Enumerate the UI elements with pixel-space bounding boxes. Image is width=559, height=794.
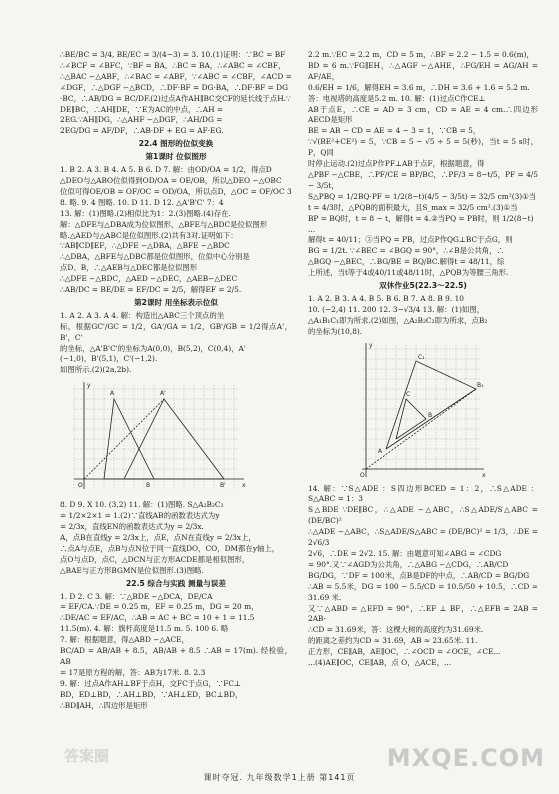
text-line: A，点B在直线y = 2/3x上，点E，点N在直线y = 2/3x上， [60, 533, 256, 542]
text-line: BE = AB − CD = AE = 4 − 3 = 1，∵CB = 5， [308, 126, 481, 136]
text-line: ∠DGF，∴△DGF ∽△BCD，∴DF·BF = DG·BA，∴DF·BF = DG [60, 82, 288, 92]
left-mid-block [60, 165, 292, 296]
text-line: = EF/CA.∵DE = 0.25 m，EF = 0.25 m，DG = 20 m， [60, 602, 259, 612]
text-line: 2.2 m.∵EC = 2.2 m，CD = 5 m，∴BF = 2.2 − 1.5 = 0.6(m)， [308, 50, 534, 59]
text-line: 10. (−2,4) 11. 200 12. 3−√3/4 13. 解：(1)如图， [308, 304, 485, 314]
text-line: 点D、B，∴△AEB与△DEC都是位似图形 [60, 263, 198, 273]
text-line: ∴BD∥AH，∴四边形是矩形 [60, 700, 148, 710]
text-line: 点O与点D，点C，△DCN与正方形ACDE都是相似图形， [60, 554, 250, 564]
text-line: (−1,0)，B'(5,1)，C'(−1,2). [60, 354, 158, 364]
svg-text:B₁: B₁ [477, 381, 484, 389]
svg-text:A: A [378, 447, 383, 455]
text-line: BD，ED⊥BD，∴AH⊥BD，∵AH⊥ED，BC⊥BD， [60, 689, 243, 699]
text-line: 8. D 9. X 10. (3,2) 11. 解：(1)图略. S△A₂B₂C₂ [60, 500, 224, 510]
text-line: BG/DG，∵DF = 100米，点B是DF的中点，∴AB/CD = BG/DG [308, 570, 530, 580]
svg-text:O: O [78, 482, 83, 490]
text-line: S△BDE ∵DE∥BC，∴△ADE ∽△ABC，∴S△ADE/S△ABC = (DE/BC)² [308, 505, 538, 526]
text-line: 的距离之差约为CD ≈ 31.69，AB ≈ 23.65米. 11. [308, 636, 478, 646]
svg-text:x: x [242, 482, 246, 490]
coordinate-grid-figure-right [358, 341, 538, 481]
text-line: ·BC，∴AB/DG = BC/DF.(2)过点A作AH∥BC交CF的延长线于点H.∵ [60, 93, 291, 103]
left-column [60, 50, 292, 712]
text-line: 1. A 2. B 3. A 4. B 5. B 6. B 7. A 8. B 9. 10 [308, 293, 464, 303]
text-line: 9. 解：过点A作AH⊥BF于点H，交FC于点G，∵FC⊥ [60, 678, 241, 688]
left-top-block [60, 50, 292, 137]
svg-text:C: C [406, 390, 411, 398]
text-line: 略.△AED与△ABC是位似图形.(2)共有3对.证明如下： [60, 230, 238, 240]
svg-text:B: B [146, 482, 151, 490]
text-line: = 17是原方程的解，答：AB为17米. 8. 2.3 [60, 667, 206, 677]
text-line: 11.5(m). 4. 解：旗杆高度是11.5 m. 5. 100 6. 略 [60, 624, 229, 634]
text-line: 如图所示.(2)(2a,2b). [60, 365, 132, 375]
text-line: 1. A 2. A 3. A 4. 解：构造出△ABC三个顶点的坐 [60, 310, 225, 320]
text-line: AB于点E，∴CE = AD = 3 cm，CD = AE = 4 cm.∴四边形AECD是矩形 [308, 104, 538, 125]
svg-text:y: y [87, 382, 91, 390]
text-line: 又∵△ABD = △EFD = 90°，∴EF ⊥ BF，∴△EFB = 2AB = 2AB· [308, 603, 538, 624]
text-line: 0.6/EH = 1/6，解得EH = 3.6 m，∴DH = 3.6 + 1.6 = 5.2 m. [308, 82, 530, 92]
svg-text:O: O [360, 471, 365, 479]
text-line: BC/AD = AB/AB + 8.5，AB/AB + 8.5 ∴AB = 17(m). 经检验，AB [60, 646, 292, 666]
text-line: 的坐标为(10,8). [308, 326, 363, 336]
left-after-fig-block [60, 500, 292, 576]
text-line: 解：△DFE与△DBA成为位似图形，△BFE与△BDC是位似图形 [60, 219, 268, 229]
text-line: BD = 6 m.∵FG∥EH，∴△AGF ∽△AHE，∴FG/EH = AG/AH = AF/AE， [308, 60, 538, 81]
right-end-block [308, 484, 538, 669]
text-line: 时停止运动.(2)过点P作PF⊥AB于点F，根据题意，得 [308, 159, 485, 169]
text-line: △PBF ∽△CBE，∴PF/CE = BP/BC，∴PF/3 = 8−t/5，PF = 4/5 − 3/5t， [308, 169, 538, 190]
text-line: △BAE与正方形BGMN是位似图形.(3)图略. [60, 565, 204, 575]
section-heading-22-4: 22.4 图形的位似变换 [138, 139, 214, 149]
svg-text:B: B [428, 411, 433, 419]
text-line: S△PBQ = 1/2BQ·PF = 1/2(8−t)(4/5 − 3/5t) = 32/5 cm²(3)①当 [308, 191, 537, 201]
text-line: 14. 解：∵S△ADE ：S四边形BCED = 1：2，∴S△ADE ：S△ABC = 1：3 [308, 483, 538, 504]
text-line: = 1/2×2×1 = 1.(2)∵直线AB的函数表达式为y [60, 511, 220, 521]
section-heading-weekend-5: 双休作业5(22.3～22.5) [379, 281, 467, 291]
text-line: ∵AB∥CD∥EF，∴△DFE ∽△DBA，△BFE ∽△BDC [60, 241, 230, 251]
text-line: 正方形，CE∥AB，AE∥OC，∴∠OCD = ∠OCE，∠CE... [308, 647, 501, 657]
lesson-heading-1: 第1课时 位似图形 [145, 152, 207, 162]
watermark-logo: MXQE.COM [386, 744, 545, 772]
text-line: ∴AB = 5.5米，DG = 100 − 5.5/CD = 10.5/50 + 10.5，∴CD ≈ 31.69 米. [308, 581, 538, 602]
coordinate-grid-left [64, 379, 249, 497]
page-footer: 课时夺冠. 九年级数学1上册 第141页 [203, 773, 356, 782]
text-line: ∴△ADE ∽△ABC，∴S△ADE/S△ABC = (DE/BC)² = 1/3，∴DE = 2√6/3 [308, 527, 538, 548]
text-line: ∴CD = 31.69米，答：这棵大树的高度约为31.69米. [308, 625, 484, 635]
text-line: BP = BQ时，t = 8 − t，解得t = 4.②当PQ = PB时，则 1/2(8−t) [308, 213, 534, 223]
text-line: ∴△DBA，△BFE与△DBC都是位似图形，位似中心分别是 [60, 252, 250, 262]
text-line: 1. B 2. A 3. B 4. A 5. B 6. D 7. 解：由OD/OA = 1/2，得点D [60, 165, 272, 175]
text-line: △DEO与△ABO位似得到OD/OA = OE/OB，所以△DEO ∽△OBC [60, 175, 282, 185]
text-line: 2√6，∴DE = 2√2. 15. 解：由题意可知∠ABG = ∠CDG [308, 549, 502, 558]
text-line: 13. 解：(1)图略.(2)相似比为1：2.(3)图略.(4)存在. [60, 208, 231, 218]
left-mid2-block [60, 311, 292, 376]
right-mid-block [308, 294, 538, 338]
text-line: 上所述，当t等于4或40/11或48/11时，△PQB为等腰三角形. [308, 268, 509, 278]
text-line: ∴∠BCF = ∠BFC，∵BF = BA，∴BC = BA，∴∠ABC = ∠CBF， [60, 60, 286, 70]
text-line: △A₁B₁C₁即为所求.(2)如图，△A₂B₂C₂即为所求，点B₂ [308, 315, 488, 325]
svg-text:y: y [369, 341, 373, 349]
text-line: ∴DE/AC = EF/AC，∴AB = AC + BC = 10 + 1 = 11.5 [60, 613, 255, 623]
svg-text:C₁: C₁ [418, 353, 425, 361]
text-line: 答：电视塔的高度是5.2 m. 10. 解：(1)过点C作CE⊥ [308, 93, 486, 103]
left-end-block [60, 592, 292, 712]
text-line: ∴AB/DC = BE/DE = EF/DC = 2/5，解得EF = 2/5. [60, 285, 242, 295]
text-line: ...(4)AE∥OC，CE∥AB，点 O，△ACE，... [308, 658, 452, 668]
text-line: ∵√(BE²+CE²) = 5，∵CB = 5 − √5 ÷ 5 = 5(秒)，当t = 5 s时，P，Q同 [308, 137, 538, 158]
watermark-stamp: 答案圈 [64, 747, 110, 765]
svg-text:A': A' [160, 390, 166, 398]
coordinate-grid-figure-left [64, 379, 292, 497]
text-line: 2EG/DG = AF/DF，∴AB·DF + EG = AF·EG. [60, 126, 224, 136]
text-line: 8. 略. 9. 4 图略. 10. D 11. D 12. △A'B'C' 7：4 [60, 197, 224, 207]
text-line: △BGQ ∽△BEC，∴BG/BE = BQ/BC.解得t = 48/11，综 [308, 257, 505, 267]
text-line: 标，根据GC'/GC = 1/2，GA'/GA = 1/2，GB'/GB = 1/2得点A'，B'，C' [60, 321, 292, 342]
coordinate-grid-right [358, 341, 488, 481]
svg-text:x: x [482, 471, 486, 479]
text-line: ... [308, 224, 316, 234]
section-heading-22-5: 22.5 综合与实践 测量与误差 [126, 578, 226, 588]
text-line: ∴△BAC ∽△ABF，∴∠BAC = ∠ABF，∵∠ABC = ∠CBF，∠ACD = [60, 71, 292, 81]
right-column [308, 50, 538, 669]
svg-text:A: A [110, 390, 115, 398]
svg-text:B': B' [220, 482, 226, 490]
right-top-block [308, 50, 538, 279]
text-line: ∴BE/BC = 3/4, BE/EC = 3/(4−3) = 3. 10.(1)证明：∵BC = BF [60, 50, 286, 59]
text-line: 7. 解：根据题意，得△ABD ∽△ACE， [60, 635, 189, 645]
text-line: ∴点A与点E，点B与点N位于同一直线DO，CO，DM都在y轴上， [60, 543, 280, 553]
text-line: ∴△DFE ∽△BDC，△AED ∽△DEC，△AEB∽△DEC [60, 274, 238, 284]
text-line: = 2/3x，直线EN的函数表达式为y = 2/3x. [60, 522, 204, 532]
text-line: 2EG.∵AH∥DG，∴△AHF ∽△DGF，∴AH/DG = [60, 115, 223, 125]
text-line: 1. D 2. C 3. 解：∵△BDE ∽△DCA，DE/CA [60, 591, 213, 601]
text-line: 的坐标，△A'B'C'的坐标为A(0,0)，B(5,2)，C(0,4)，A' [60, 343, 246, 353]
text-line: 位似可得OE/OB = OF/OC = OD/OA，所以点D，△OC = OF/OC 3 [60, 186, 292, 196]
text-line: 解得t = 40/11；③当PQ = PB，过点P作QG⊥BC于点G，则 [308, 235, 513, 245]
text-line: t = 4/3时，△PQB的面积最大，且S_max = 32/5 cm².(3)①当 [308, 202, 518, 212]
text-line: BG = 1/2t. ∵∠BEC = ∠BGQ = 90°，∴∠B是公共角，∴ [308, 246, 504, 256]
text-line: = 90°.又∵∠AGD为公共角，∴△ABG ∽△CDG，∴AB/CD [308, 559, 509, 569]
lesson-heading-2: 第2课时 用坐标表示位似 [134, 297, 218, 307]
text-line: DE∥BC，∴AH∥DE，∵E为AC的中点，∴AH = [60, 104, 224, 114]
